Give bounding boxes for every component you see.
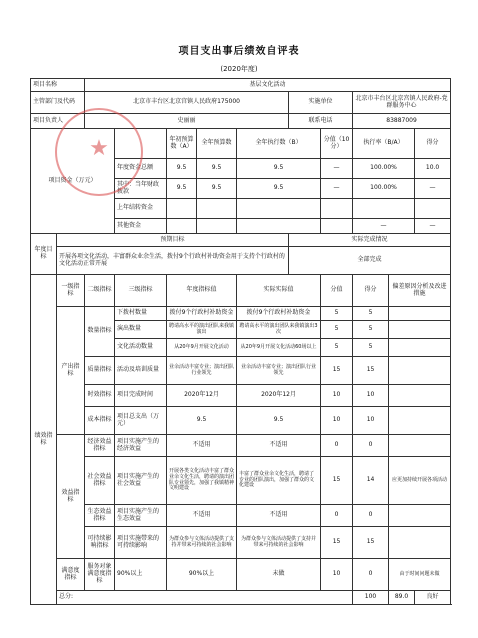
funds-row-a: 9.5 <box>167 179 197 199</box>
total-label: 总分: <box>57 591 353 605</box>
perf-header-actual: 实际实际值 <box>237 275 321 307</box>
perf-row-score: 5 <box>321 321 353 339</box>
benefit-label: 效益指标 <box>57 435 85 559</box>
perf-row-actual: 不适用 <box>237 505 321 527</box>
perf-row-actual: 拨付9个行政村补助资金 <box>237 307 321 321</box>
perf-row-actual: 2020年12月 <box>237 385 321 407</box>
perf-row-remark <box>389 407 451 435</box>
perf-row-got: 0 <box>353 435 389 457</box>
perf-row-got: 0 <box>353 505 389 527</box>
funds-header-a: 年初预算数（A） <box>167 129 197 159</box>
perf-row-score: 15 <box>321 357 353 385</box>
goals-label: 年度目标 <box>31 234 57 275</box>
funds-row-name: 上年结转资金 <box>115 199 167 219</box>
goals-expected-header: 预期目标 <box>57 234 289 247</box>
leader-value: 史丽丽 <box>85 114 289 129</box>
goals-actual: 全部完成 <box>289 247 451 275</box>
perf-row-actual: 从20年9月开展文化活动60场以上 <box>237 339 321 357</box>
perf-row-score: 0 <box>321 435 353 457</box>
perf-row-score: 0 <box>321 505 353 527</box>
dept-label: 主管部门及代码 <box>31 92 85 114</box>
time-label: 时效指标 <box>85 385 115 407</box>
perf-row-score: 15 <box>321 457 353 505</box>
perf-row-got: 14 <box>353 457 389 505</box>
funds-row-c <box>237 219 321 234</box>
funds-row-c: 9.5 <box>237 179 321 199</box>
perf-row-remark <box>389 321 451 339</box>
perf-header-level2: 二级指标 <box>85 275 115 307</box>
funds-row-a <box>167 199 197 219</box>
perf-header-level1: 一级指标 <box>57 275 85 307</box>
perf-row-score: 10 <box>321 407 353 435</box>
funds-header-c: 全年执行数（B） <box>237 129 321 159</box>
perf-row-got: 0 <box>353 559 389 591</box>
funds-row-e: 100.00% <box>353 159 415 179</box>
fiscal-year: (2020年度) <box>220 65 258 73</box>
funds-row-c: 9.5 <box>237 159 321 179</box>
perf-row-got: 10 <box>353 385 389 407</box>
perf-row-remark <box>389 527 451 559</box>
perf-row-got: 15 <box>353 357 389 385</box>
perf-row-got: 15 <box>353 527 389 559</box>
funds-row-a <box>167 219 197 234</box>
perf-row-actual: 为群众参与文体活动提供了支持并带来可持续的社会影响 <box>237 527 321 559</box>
funds-row-f <box>415 199 451 219</box>
perf-row-actual: 未做 <box>237 559 321 591</box>
funds-row-f: 10.0 <box>415 159 451 179</box>
funds-row-name: 年度资金总额 <box>115 159 167 179</box>
econ-label: 经济效益指标 <box>85 435 115 457</box>
cost-label: 成本指标 <box>85 407 115 435</box>
perf-row-actual: 聘请高水平的演出团队来我镇演出3次 <box>237 321 321 339</box>
perf-row-remark <box>389 339 451 357</box>
perf-row-actual: 丰富了群众业余文化生活，聘请了专业的团队演出，加强了群众的文化建设 <box>237 457 321 505</box>
funds-header-b: 全年预算数 <box>197 129 237 159</box>
perf-row-remark <box>389 307 451 321</box>
perf-row-score: 5 <box>321 339 353 357</box>
quality-label: 质量指标 <box>85 357 115 385</box>
funds-row-name: 其他资金 <box>115 219 167 234</box>
funds-row-e: — <box>353 219 415 234</box>
self-evaluation-table <box>30 78 451 605</box>
perf-row-item: 活动及培训质量 <box>115 357 167 385</box>
perf-row-got: 5 <box>353 321 389 339</box>
funds-row-d: — <box>321 159 353 179</box>
perf-row-target: 为群众参与文体活动提供了支持并带来可持续的社会影响 <box>167 527 237 559</box>
perf-row-remark <box>389 385 451 407</box>
quantity-label: 数量指标 <box>85 307 115 357</box>
perf-header-level3: 三级指标 <box>115 275 167 307</box>
satisfaction-label: 满意度指标 <box>57 559 85 591</box>
perf-row-actual: 不适用 <box>237 435 321 457</box>
perf-row-item: 文化活动数量 <box>115 339 167 357</box>
perf-row-item: 项目实施带来的可持续影响 <box>115 527 167 559</box>
perf-row-target: 聘请高水平的演出团队来我镇演出 <box>167 321 237 339</box>
phone-label: 联系电话 <box>289 114 353 129</box>
funds-row-e <box>353 199 415 219</box>
funds-row-d <box>321 199 353 219</box>
funds-row-d <box>321 219 353 234</box>
perf-row-remark: 应更加持续开展各项活动 <box>389 457 451 505</box>
perf-row-item: 演出数量 <box>115 321 167 339</box>
funds-header-d: 分值（10分） <box>321 129 353 159</box>
perf-row-target: 开展各类文化活动丰富了群众业余文化生活，聘请的演出团队专业领先，加强了我镇精神文明建设 <box>167 457 237 505</box>
document-title: 项目支出事后绩效自评表 <box>178 46 300 57</box>
perf-row-target: 90%以上 <box>167 559 237 591</box>
perf-header-remark: 偏差原因分析及改进措施 <box>389 275 451 307</box>
funds-row-f: — <box>415 179 451 199</box>
funds-row-name: 其中：当年财政拨款 <box>115 179 167 199</box>
perf-header-score: 分值 <box>321 275 353 307</box>
perf-header-target: 年度指标值 <box>167 275 237 307</box>
perf-row-item: 项目实施产生的生态效益 <box>115 505 167 527</box>
project-name-label: 项目名称 <box>31 79 85 92</box>
perf-row-item: 项目完成时间 <box>115 385 167 407</box>
perf-row-score: 10 <box>321 559 353 591</box>
phone-value: 83887009 <box>353 114 451 129</box>
total-score: 100 <box>353 591 389 605</box>
unit-label: 实施单位 <box>289 92 353 114</box>
perf-label: 绩效指标 <box>31 275 57 605</box>
perf-row-target: 9.5 <box>167 407 237 435</box>
perf-row-target: 不适用 <box>167 435 237 457</box>
goals-expected: 开展各项文化活动，丰富群众业余生活，拨付9个行政村补助资金用于支持个行政村的文化活动正常开展 <box>57 247 289 275</box>
perf-row-score: 15 <box>321 527 353 559</box>
perf-row-got: 5 <box>353 339 389 357</box>
project-name-value: 基层文化活动 <box>85 79 451 92</box>
funds-row-f: — <box>415 219 451 234</box>
output-label: 产出指标 <box>57 307 85 435</box>
perf-row-score: 5 <box>321 307 353 321</box>
perf-row-target: 拨付9个行政村补助资金 <box>167 307 237 321</box>
funds-row-b: 9.5 <box>197 159 237 179</box>
eco-label: 生态效益指标 <box>85 505 115 527</box>
perf-row-remark: 由于时间问题未做 <box>389 559 451 591</box>
perf-row-target: 不适用 <box>167 505 237 527</box>
social-label: 社会效益指标 <box>85 457 115 505</box>
perf-row-item: 下拨村数量 <box>115 307 167 321</box>
perf-row-target: 从20年9月开展文化活动 <box>167 339 237 357</box>
unit-value: 北京市丰台区北京宫镇人民政府-党群服务中心 <box>353 92 451 114</box>
funds-row-b <box>197 219 237 234</box>
total-grade: 良好 <box>415 591 451 605</box>
perf-row-actual: 业余活动丰富专业；演出团队行业领先 <box>237 357 321 385</box>
perf-row-got: 5 <box>353 307 389 321</box>
funds-header-e: 执行率（B/A） <box>353 129 415 159</box>
goals-actual-header: 实际完成情况 <box>289 234 451 247</box>
perf-row-got: 10 <box>353 407 389 435</box>
funds-row-b: 9.5 <box>197 179 237 199</box>
perf-row-item: 项目实施产生的社会效益 <box>115 457 167 505</box>
perf-row-remark <box>389 357 451 385</box>
funds-row-b <box>197 199 237 219</box>
perf-header-got: 得分 <box>353 275 389 307</box>
perf-row-item: 90%以上 <box>115 559 167 591</box>
sustain-label: 可持续影响指标 <box>85 527 115 559</box>
perf-row-remark <box>389 435 451 457</box>
seal-star-icon: ★ <box>89 136 109 161</box>
funds-label: 项目资金（万元） <box>31 129 115 234</box>
funds-row-c <box>237 199 321 219</box>
funds-header-f: 得分 <box>415 129 451 159</box>
funds-row-a: 9.5 <box>167 159 197 179</box>
perf-row-score: 10 <box>321 385 353 407</box>
leader-label: 项目负责人 <box>31 114 85 129</box>
funds-row-e: 100.00% <box>353 179 415 199</box>
perf-row-item: 项目总支出（万元） <box>115 407 167 435</box>
perf-row-target: 业余活动丰富专业；演出团队行业领先 <box>167 357 237 385</box>
perf-row-actual: 9.5 <box>237 407 321 435</box>
perf-row-remark <box>389 505 451 527</box>
service-label: 服务对象满意度指标 <box>85 559 115 591</box>
funds-header-blank <box>115 129 167 159</box>
dept-value: 北京市丰台区北京宫镇人民政府175000 <box>85 92 289 114</box>
perf-row-item: 项目实施产生的经济效益 <box>115 435 167 457</box>
funds-row-d: — <box>321 179 353 199</box>
total-got: 89.0 <box>389 591 415 605</box>
perf-row-target: 2020年12月 <box>167 385 237 407</box>
